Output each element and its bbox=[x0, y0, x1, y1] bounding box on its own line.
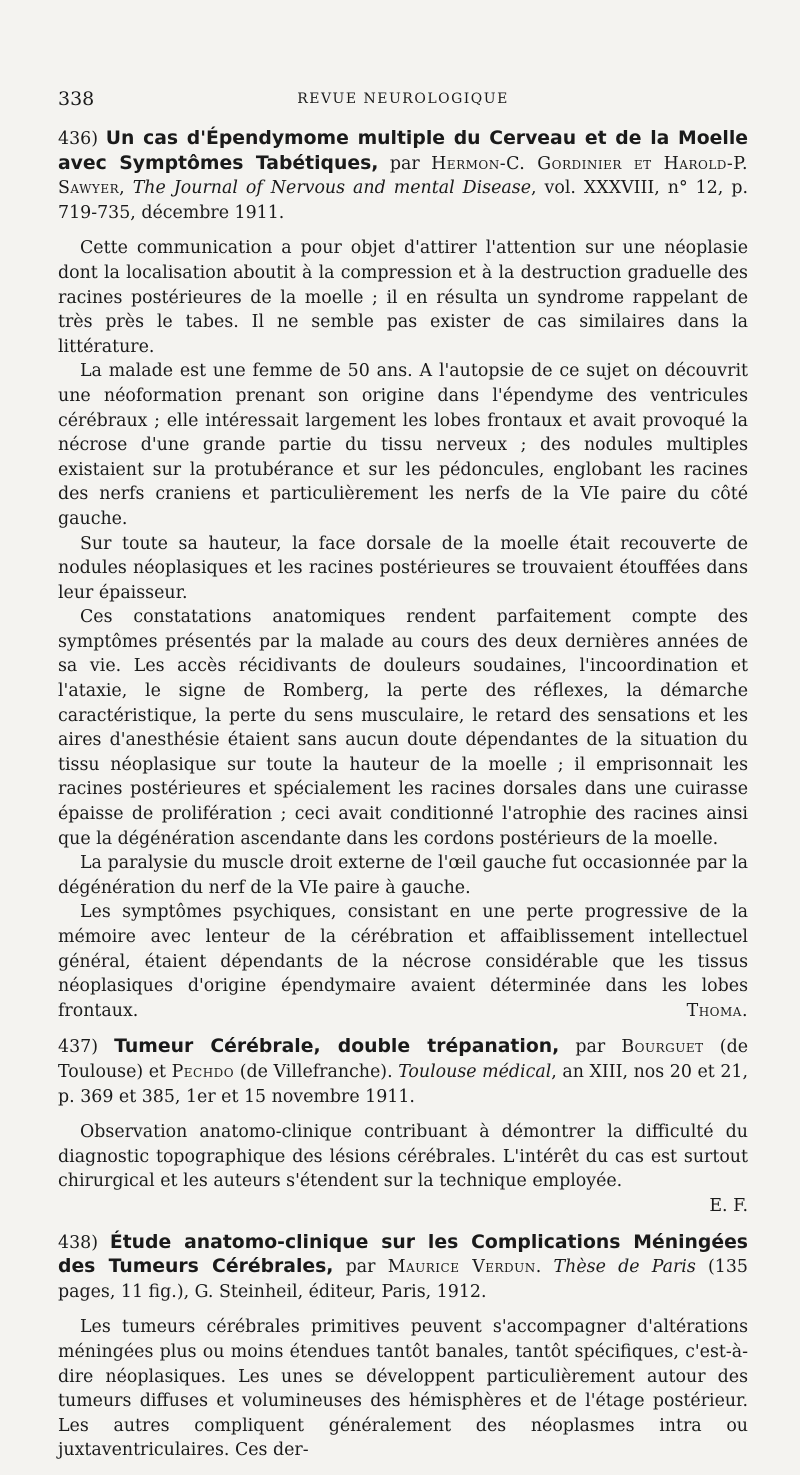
paragraph: La paralysie du muscle droit externe de l'œil gauche fut occasionnée par la dégénération du nerf de la VIe paire à gauche. bbox=[58, 853, 748, 898]
citation: , an XIII, nos 20 et 21, p. 369 et 385, 1er et 15 novembre 1911. bbox=[58, 1061, 748, 1107]
paragraph: Sur toute sa hauteur, la face dorsale de la moelle était recouverte de nodules néoplasiques et les racines postérieures se trouvaient étouffées dans leur épaisseur. bbox=[58, 533, 748, 603]
entry-authors-2: Pechdo bbox=[171, 1061, 235, 1082]
separator: . bbox=[535, 1257, 554, 1278]
separator: , bbox=[119, 178, 133, 199]
citation: , vol. XXXVIII, n° 12, p. 719-735, décembre 1911. bbox=[58, 178, 749, 223]
entry-436 bbox=[58, 127, 748, 1023]
entry-authors: Maurice Verdun bbox=[387, 1257, 536, 1278]
paragraph: Les symptômes psychiques, consistant en une perte progressive de la mémoire avec lenteur de la cérébration et affaiblissement intellectuel général, étaient dépendants de la nécrose considérable que les tissus néoplasiques d'origine épendymaire avaient déterminée dans les lobes frontaux. bbox=[58, 902, 748, 1021]
separator: (de Villefranche). bbox=[234, 1061, 399, 1082]
paragraph-with-signature bbox=[58, 900, 748, 1023]
journal-name: Toulouse médical bbox=[398, 1061, 552, 1082]
entry-title: Tumeur Cérébrale, double trépanation, bbox=[114, 1036, 560, 1058]
by-word: par bbox=[378, 153, 432, 174]
entry-number: 437) bbox=[58, 1037, 98, 1058]
entry-heading bbox=[58, 127, 748, 225]
entry-number: 438) bbox=[58, 1232, 98, 1253]
entry-heading bbox=[58, 1231, 748, 1305]
citation: (135 pages, 11 fig.), G. Steinheil, éditeur, Paris, 1912. bbox=[58, 1257, 748, 1302]
page-header bbox=[58, 88, 748, 114]
by-word: par bbox=[333, 1257, 388, 1278]
entry-heading bbox=[58, 1035, 748, 1109]
paragraph: Les tumeurs cérébrales primitives peuvent s'accompagner d'altérations méningées plus ou moins étendues tantôt banales, tantôt spécifiques, c'est-à-dire néoplasiques. Les unes se développent particulièrement autour des tumeurs diffuses et volumineuses des hémisphères et de l'étage postérieur. Les autres compliquent généralement des néoplasmes intra ou juxtaventriculaires. Ces der- bbox=[58, 1317, 748, 1461]
entry-title: Un cas d'Épendymome multiple du Cerveau et de la Moelle avec Symptômes Tabétiques, bbox=[58, 128, 748, 174]
journal-name: The Journal of Nervous and mental Disease bbox=[132, 178, 531, 199]
journal-name: Thèse de Paris bbox=[553, 1257, 696, 1278]
paragraph: Observation anatomo-clinique contribuant à démontrer la difficulté du diagnostic topographique des lésions cérébrales. L'intérêt du cas est surtout chirurgical et les auteurs s'étendent sur la technique employée. bbox=[58, 1122, 748, 1192]
entry-number: 436) bbox=[58, 129, 98, 149]
separator: (de Toulouse) et bbox=[58, 1037, 748, 1082]
paragraph: Ces constatations anatomiques rendent parfaitement compte des symptômes présentés par la malade au cours des deux dernières années de sa vie. Les accès récidivants de douleurs soudaines, l'incoordination et l'ataxie, le signe de Romberg, la perte des réflexes, la démarche caractéristique, la perte du sens musculaire, le retard des sensations et les aires d'anesthésie étaient sans aucun doute dépendantes de la situation du tissu néoplasique sur toute la hauteur de la moelle ; il emprisonnait les racines postérieures et spécialement les racines dorsales dans une cuirasse épaisse de prolifération ; ceci avait conditionné l'atrophie des racines ainsi que la dégénération ascendante dans les cordons postérieurs de la moelle. bbox=[58, 607, 748, 849]
article-content bbox=[58, 127, 748, 1475]
by-word: par bbox=[559, 1037, 622, 1058]
signature: Thoma. bbox=[686, 1000, 748, 1021]
running-head: REVUE NEUROLOGIQUE bbox=[297, 91, 509, 107]
paragraph: Cette communication a pour objet d'attirer l'attention sur une néoplasie dont la localisation aboutit à la compression et à la destruction graduelle des racines postérieures de la moelle ; il en résulta un syndrome rappelant de très près le tabes. Il ne semble pas exister de cas similaires dans la littérature. bbox=[58, 238, 748, 357]
entry-authors: Hermon-C. Gordinier et Harold-P. Sawyer bbox=[58, 153, 748, 199]
entry-437 bbox=[58, 1035, 748, 1218]
paragraph: La malade est une femme de 50 ans. A l'autopsie de ce sujet on découvrit une néoformation prenant son origine dans l'épendyme des ventricules cérébraux ; elle intéressait largement les lobes frontaux et avait provoqué la nécrose d'une grande partie du tissu nerveux ; des nodules multiples existaient sur la protubérance et sur les pédoncules, englobant les racines des nerfs craniens et particulièrement les nerfs de la VIe paire du côté gauche. bbox=[58, 361, 748, 529]
entry-438 bbox=[58, 1231, 748, 1463]
page-number: 338 bbox=[58, 88, 95, 110]
signature: E. F. bbox=[709, 1195, 748, 1216]
entry-authors: Bourguet bbox=[621, 1037, 704, 1058]
entry-title: Étude anatomo-clinique sur les Complications Méningées des Tumeurs Cérébrales, bbox=[58, 1231, 748, 1278]
